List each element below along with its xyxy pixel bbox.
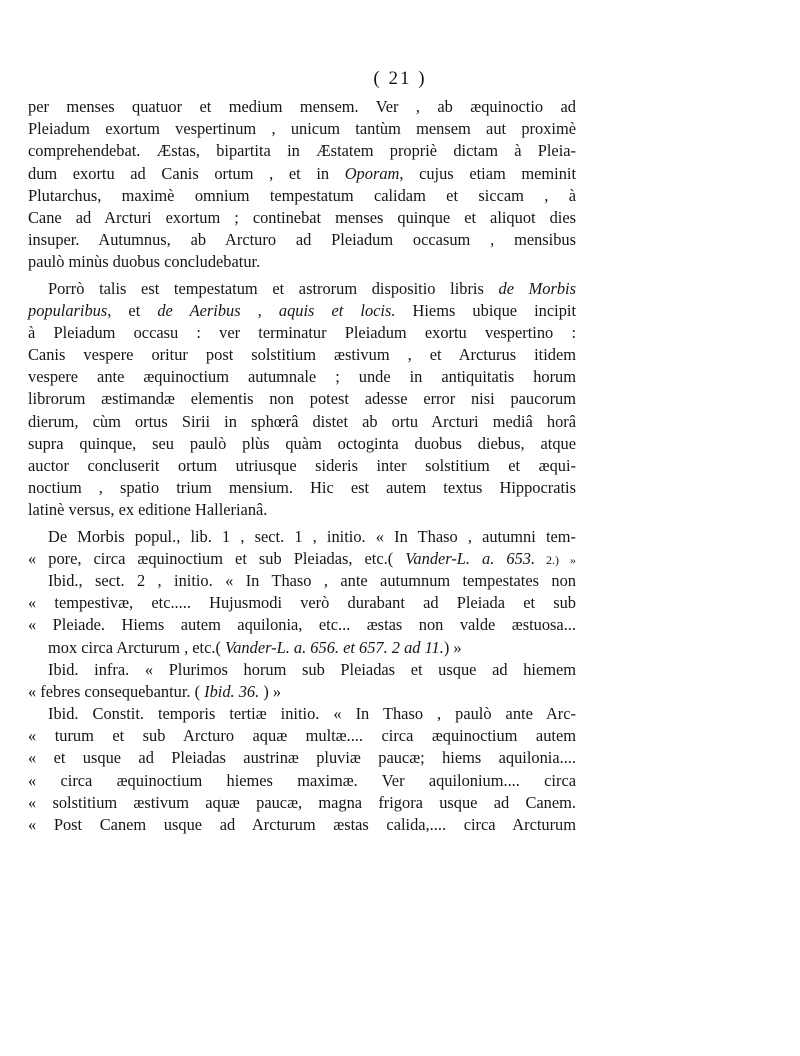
text-run: , cujus etiam meminit [399,163,576,183]
text-run: Hiems ubique incipit [395,300,577,320]
text-line [28,300,576,322]
citation: Vander-L. a. 653. [405,548,536,568]
text-line: latinè versus, ex editione Hallerianâ. [28,500,268,520]
text-line: De Morbis popul., lib. 1 , sect. 1 , initio. « In Thaso , autumni tem- [48,526,576,546]
text-line: « circa æquinoctium hiemes maximæ. Ver aquilonium.... circa [28,770,576,790]
text-line: dierum, cùm ortus Sirii in sphœrâ distet ab ortu Arcturi mediâ horâ [28,411,576,431]
text-line: Pleiadum exortum vespertinum , unicum tantùm mensem aut proximè [28,119,576,139]
text-line: comprehendebat. Æstas, bipartita in Æstatem propriè dictam à Pleia- [28,141,576,161]
text-line: « et usque ad Pleiadas austrinæ pluviæ paucæ; hiems aquilonia.... [28,748,576,768]
text-line: noctium , spatio trium mensium. Hic est autem textus Hippocratis [28,478,576,498]
text-run: ) » [443,637,462,657]
page-number: ( 21 ) [373,68,427,89]
text-run: « pore, circa æquinoctium et sub Pleiadas, etc.( [28,548,406,568]
text-line: Canis vespere oritur post solstitium æstivum , et Arcturus itidem [28,345,576,365]
text-run: Porrò talis est tempestatum et astrorum dispositio libris [48,278,499,298]
text-line: Plutarchus, maximè omnium tempestatum calidam et siccam , à [28,185,576,205]
italic-term: popularibus [28,300,108,320]
text-line: à Pleiadum occasu : ver terminatur Pleiadum exortu vespertino : [28,322,576,342]
text-line [28,681,576,703]
text-line: Ibid. infra. « Plurimos horum sub Pleiadas et usque ad hiemem [48,659,576,679]
text-run: , et [107,300,158,320]
text-line: librorum æstimandæ elementis non potest adesse error nisi paucorum [28,389,576,409]
text-run: 2.) » [535,552,576,567]
text-line [28,548,576,570]
text-line: « solstitium æstivum aquæ paucæ, magna frigora usque ad Canem. [28,792,576,812]
italic-term: de Morbis [498,278,576,298]
text-line: per menses quatuor et medium mensem. Ver , ab æquinoctio ad [28,97,576,116]
text-line: « tempestivæ, etc..... Hujusmodi verò durabant ad Pleiada et sub [28,593,576,613]
body-text [28,96,576,836]
text-run: mox circa Arcturum , etc.( [48,637,226,657]
text-line: « turum et sub Arcturo aquæ multæ.... circa æquinoctium autem [28,726,576,746]
text-line: vespere ante æquinoctium autumnale ; unde in antiquitatis horum [28,367,576,387]
citation: Ibid. 36. [204,681,260,701]
text-line: Ibid. Constit. temporis tertiæ initio. « In Thaso , paulò ante Arc- [48,704,576,724]
text-line [28,637,576,659]
text-line: « Pleiade. Hiems autem aquilonia, etc... æstas non valde æstuosa... [28,615,576,635]
text-line [28,278,576,300]
italic-term: de Aeribus , aquis et locis. [157,300,396,320]
text-line: « Post Canem usque ad Arcturum æstas calida,.... circa Arcturum [28,815,576,834]
italic-term: Oporam [344,163,400,183]
text-line: auctor concluserit ortum utriusque sideris inter solstitium et æqui- [28,456,576,475]
text-line: Cane ad Arcturi exortum ; continebat menses quinque et aliquot dies [28,207,576,227]
text-line: supra quinque, seu paulò plùs quàm octoginta duobus diebus, atque [28,433,576,453]
text-run: ) » [259,681,282,701]
text-line [28,163,576,185]
text-line: insuper. Autumnus, ab Arcturo ad Pleiadum occasum , mensibus [28,230,576,250]
text-run: « febres consequebantur. ( [28,681,205,701]
text-line: paulò minùs duobus concludebatur. [28,252,261,272]
text-line: Ibid., sect. 2 , initio. « In Thaso , ante autumnum tempestates non [48,570,576,590]
text-run: dum exortu ad Canis ortum , et in [28,163,345,183]
citation: Vander-L. a. 656. et 657. 2 ad 11. [225,637,444,657]
